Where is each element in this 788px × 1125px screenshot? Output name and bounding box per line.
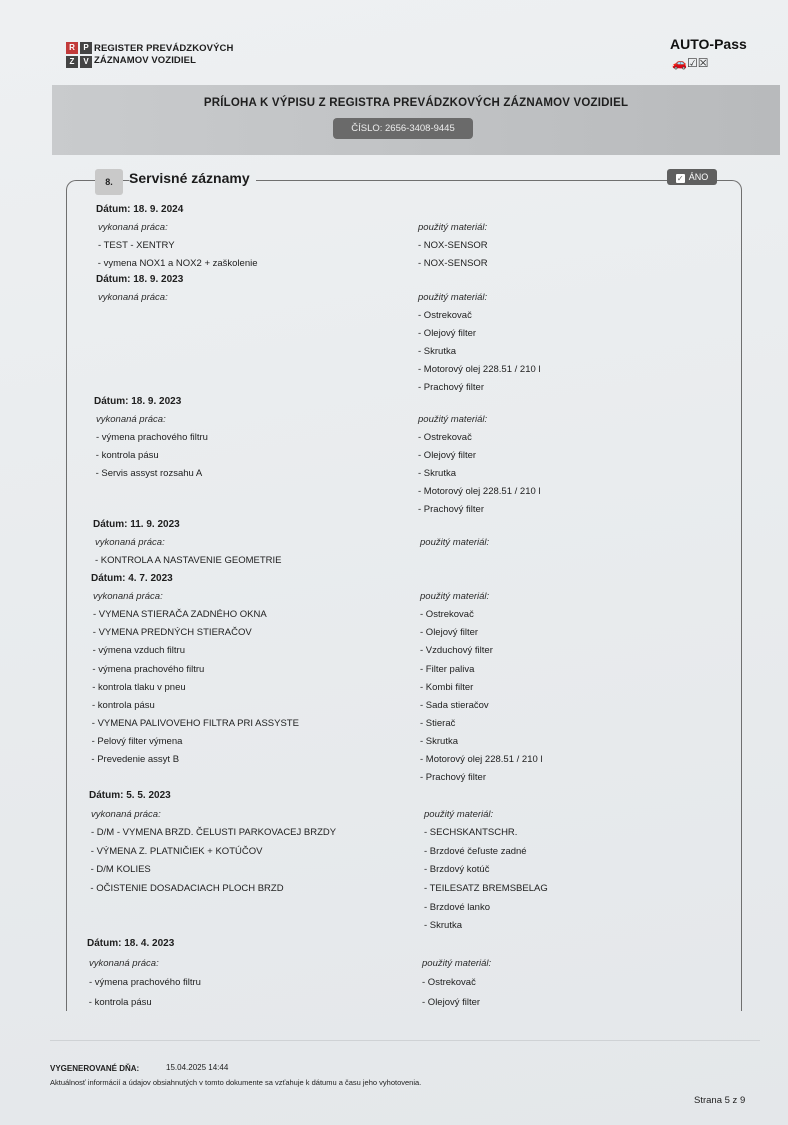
registry-name — [94, 43, 233, 67]
registry-name-line1: REGISTER PREVÁDZKOVÝCH — [94, 43, 234, 54]
material-item: - TEILESATZ BREMSBELAG — [424, 883, 548, 894]
work-label: vykonaná práca: — [95, 537, 165, 548]
work-item: - kontrola pásu — [92, 699, 155, 711]
logo-letter: V — [80, 56, 92, 68]
material-label: použitý materiál: — [418, 292, 488, 303]
record-date: Dátum: 11. 9. 2023 — [93, 519, 180, 530]
record-date: Dátum: 5. 5. 2023 — [89, 790, 171, 801]
generated-date: 15.04.2025 14:44 — [166, 1063, 229, 1072]
work-item: - výmena prachového filtru — [89, 977, 201, 988]
page-number: Strana 5 z 9 — [694, 1095, 746, 1106]
record-date: Dátum: 18. 9. 2023 — [96, 274, 184, 285]
record-date: Dátum: 18. 9. 2023 — [94, 396, 182, 407]
material-item: - Prachový filter — [420, 772, 486, 784]
work-item: - D/M KOLIES — [90, 864, 151, 876]
material-item: - Ostrekovač — [420, 609, 474, 621]
document-title: PRÍLOHA K VÝPISU Z REGISTRA PREVÁDZKOVÝCH ZÁZNAMOV VOZIDIEL — [203, 97, 629, 109]
work-item: - kontrola tlaku v pneu — [92, 681, 186, 693]
material-item: - Prachový filter — [418, 382, 484, 393]
work-label: vykonaná práca: — [89, 957, 159, 969]
work-item: - výmena prachového filtru — [96, 432, 208, 443]
work-item: - výmena prachového filtru — [92, 663, 205, 675]
generated-label: VYGENEROVANÉ DŇA: — [50, 1064, 140, 1073]
work-item: - VYMENA PREDNÝCH STIERAČOV — [92, 627, 252, 639]
material-item: - Skrutka — [420, 735, 459, 747]
material-item: - Olejový filter — [422, 996, 481, 1008]
work-item: - kontrola pásu — [95, 450, 159, 461]
work-item: - KONTROLA A NASTAVENIE GEOMETRIE — [95, 555, 282, 566]
work-item: - D/M - VYMENA BRZD. ČELUSTI PARKOVACEJ BRZDY — [91, 827, 337, 839]
car-check-icon: 🚗☑☒ — [672, 56, 709, 70]
material-item: - Motorový olej 228.51 / 210 l — [418, 364, 541, 375]
material-item: - SECHSKANTSCHR. — [424, 827, 518, 839]
material-item: - NOX-SENSOR — [418, 258, 488, 269]
material-item: - Ostrekovač — [422, 977, 476, 988]
work-label: vykonaná práca: — [96, 414, 166, 425]
work-item: - vymena NOX1 a NOX2 + zaškolenie — [97, 258, 258, 269]
section-number: 8. — [95, 169, 123, 195]
document-number: ČÍSLO: 2656-3408-9445 — [333, 118, 473, 139]
material-item: - Skrutka — [418, 346, 457, 357]
record-date: Dátum: 18. 4. 2023 — [87, 938, 175, 949]
work-item: - Prevedenie assyt B — [91, 754, 180, 765]
record-date: Dátum: 18. 9. 2024 — [96, 204, 184, 215]
auto-pass-brand: AUTO-Pass — [670, 36, 747, 52]
material-item: - Skrutka — [424, 920, 463, 932]
work-label: vykonaná práca: — [98, 222, 168, 233]
record-date: Dátum: 4. 7. 2023 — [91, 573, 173, 584]
material-label: použitý materiál: — [420, 591, 490, 603]
work-label: vykonaná práca: — [93, 591, 163, 603]
material-item: - NOX-SENSOR — [418, 240, 488, 251]
work-item: - Pelový filter výmena — [91, 735, 183, 747]
work-label: vykonaná práca: — [91, 808, 161, 820]
material-label: použitý materiál: — [418, 414, 488, 425]
rpzv-logo — [66, 42, 92, 68]
work-item: - kontrola pásu — [88, 996, 152, 1008]
material-item: - Kombi filter — [420, 681, 474, 693]
material-label: použitý materiál: — [422, 957, 492, 969]
material-item: - Brzdový kotúč — [424, 864, 490, 876]
material-item: - Brzdové lanko — [424, 901, 491, 913]
material-item: - Prachový filter — [418, 504, 484, 515]
work-item: - VYMENA PALIVOVEHO FILTRA PRI ASSYSTE — [91, 717, 299, 729]
work-item: - Servis assyst rozsahu A — [95, 468, 203, 479]
material-label: použitý materiál: — [420, 537, 490, 548]
footer-note: Aktuálnosť informácií a údajov obsiahnutých v tomto dokumente sa vzťahuje k dátumu a času jeho vyhotovenia. — [50, 1078, 422, 1087]
work-item: - VYMENA STIERAČA ZADNÉHO OKNA — [93, 609, 267, 621]
registry-name-line2: ZÁZNAMOV VOZIDIEL — [94, 55, 196, 66]
material-item: - Filter paliva — [420, 663, 475, 675]
material-item: - Motorový olej 228.51 / 210 l — [420, 754, 543, 765]
logo-letter: P — [80, 42, 92, 54]
checkbox-icon: ✓ — [676, 174, 684, 183]
logo-letter: Z — [66, 56, 78, 68]
material-item: - Motorový olej 228.51 / 210 l — [418, 486, 541, 497]
material-item: - Skrutka — [418, 468, 457, 479]
material-label: použitý materiál: — [424, 808, 494, 820]
work-item: - TEST - XENTRY — [98, 240, 175, 251]
section-title: Servisné záznamy — [129, 170, 256, 186]
work-item: - VÝMENA Z. PLATNIČIEK + KOTÚČOV — [90, 845, 263, 857]
material-item: - Olejový filter — [418, 328, 477, 339]
material-item: - Ostrekovač — [418, 432, 472, 443]
material-item: - Sada stieračov — [420, 699, 489, 711]
material-item: - Vzduchový filter — [420, 645, 493, 657]
material-item: - Olejový filter — [420, 627, 479, 639]
work-item: - výmena vzduch filtru — [92, 645, 185, 657]
material-item: - Stierač — [420, 717, 456, 729]
work-item: - OČISTENIE DOSADACIACH PLOCH BRZD — [90, 883, 284, 894]
material-item: - Ostrekovač — [418, 310, 472, 321]
work-label: vykonaná práca: — [98, 292, 168, 303]
material-label: použitý materiál: — [418, 222, 488, 233]
material-item: - Brzdové čeľuste zadné — [424, 845, 527, 857]
answer-label: ÁNO — [688, 172, 709, 182]
answer-badge — [667, 169, 717, 185]
footer-divider — [50, 1040, 760, 1041]
material-item: - Olejový filter — [418, 450, 477, 461]
logo-letter: R — [66, 42, 78, 54]
